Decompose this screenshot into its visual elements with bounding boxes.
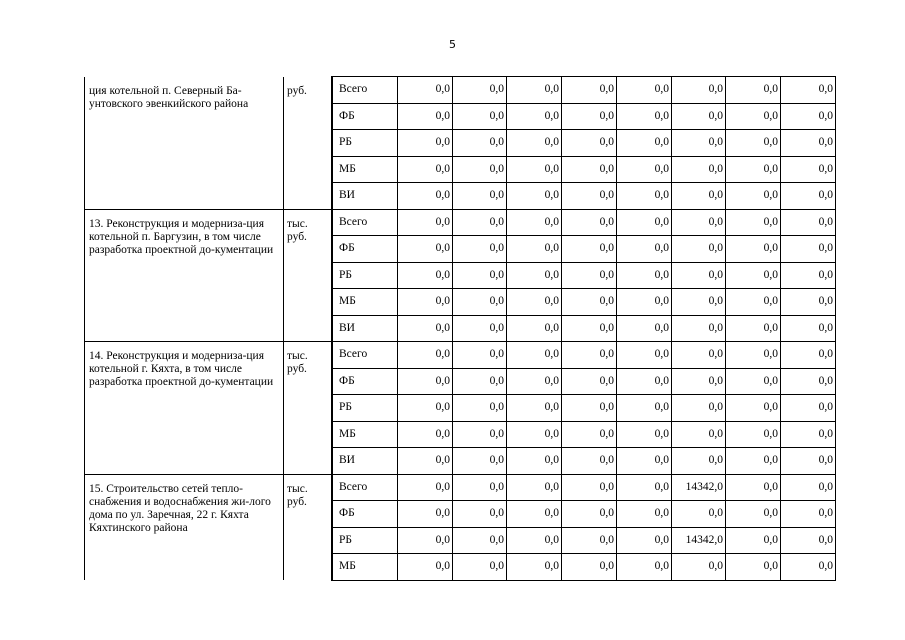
value-cell: 14342,0	[672, 474, 726, 501]
value-cell: 0,0	[726, 342, 781, 369]
value-cell: 0,0	[781, 395, 836, 422]
table-row	[85, 342, 836, 369]
funding-source: ФБ	[332, 501, 398, 528]
value-cell: 0,0	[781, 289, 836, 316]
value-cell: 0,0	[453, 77, 507, 104]
value-cell: 0,0	[398, 342, 453, 369]
funding-source: РБ	[332, 527, 398, 554]
value-cell: 0,0	[781, 474, 836, 501]
value-cell: 0,0	[617, 262, 672, 289]
value-cell: 0,0	[726, 77, 781, 104]
value-cell: 0,0	[781, 501, 836, 528]
funding-source: РБ	[332, 395, 398, 422]
value-cell: 0,0	[726, 501, 781, 528]
value-cell: 0,0	[453, 527, 507, 554]
value-cell: 0,0	[781, 342, 836, 369]
value-cell: 0,0	[562, 395, 617, 422]
value-cell: 0,0	[726, 156, 781, 183]
value-cell: 0,0	[453, 342, 507, 369]
value-cell: 0,0	[507, 527, 562, 554]
item-description: 15. Строительство сетей тепло-снабжения и водоснабжения жи-лого дома по ул. Заречная, 22 г. Кяхта Кяхтинского района	[85, 474, 284, 580]
value-cell: 0,0	[507, 236, 562, 263]
value-cell: 0,0	[726, 448, 781, 475]
funding-source: ВИ	[332, 183, 398, 210]
value-cell: 0,0	[562, 183, 617, 210]
value-cell: 0,0	[453, 209, 507, 236]
value-cell: 0,0	[453, 130, 507, 157]
value-cell: 0,0	[781, 77, 836, 104]
value-cell: 0,0	[781, 262, 836, 289]
value-cell: 0,0	[726, 474, 781, 501]
item-unit: тыс. руб.	[284, 474, 333, 580]
value-cell: 0,0	[507, 156, 562, 183]
value-cell: 0,0	[562, 554, 617, 581]
funding-source: МБ	[332, 421, 398, 448]
value-cell: 0,0	[562, 342, 617, 369]
value-cell: 0,0	[617, 236, 672, 263]
value-cell: 0,0	[672, 156, 726, 183]
funding-source: МБ	[332, 554, 398, 581]
value-cell: 0,0	[507, 421, 562, 448]
item-unit: руб.	[284, 77, 333, 210]
value-cell: 0,0	[398, 262, 453, 289]
value-cell: 0,0	[562, 77, 617, 104]
value-cell: 0,0	[398, 156, 453, 183]
value-cell: 0,0	[726, 209, 781, 236]
funding-table	[84, 76, 836, 581]
value-cell: 0,0	[398, 236, 453, 263]
value-cell: 0,0	[781, 421, 836, 448]
item-unit: тыс. руб.	[284, 209, 333, 342]
value-cell: 0,0	[672, 554, 726, 581]
value-cell: 0,0	[398, 77, 453, 104]
value-cell: 0,0	[672, 448, 726, 475]
funding-source: ФБ	[332, 103, 398, 130]
value-cell: 0,0	[562, 262, 617, 289]
value-cell: 0,0	[398, 289, 453, 316]
value-cell: 0,0	[453, 501, 507, 528]
value-cell: 0,0	[672, 289, 726, 316]
value-cell: 0,0	[672, 501, 726, 528]
value-cell: 0,0	[562, 156, 617, 183]
value-cell: 0,0	[398, 554, 453, 581]
value-cell: 0,0	[617, 395, 672, 422]
value-cell: 14342,0	[672, 527, 726, 554]
value-cell: 0,0	[781, 156, 836, 183]
value-cell: 0,0	[453, 103, 507, 130]
funding-source: ФБ	[332, 236, 398, 263]
value-cell: 0,0	[562, 501, 617, 528]
value-cell: 0,0	[398, 421, 453, 448]
value-cell: 0,0	[453, 448, 507, 475]
value-cell: 0,0	[453, 183, 507, 210]
value-cell: 0,0	[781, 554, 836, 581]
value-cell: 0,0	[507, 209, 562, 236]
value-cell: 0,0	[617, 342, 672, 369]
value-cell: 0,0	[726, 395, 781, 422]
value-cell: 0,0	[781, 448, 836, 475]
value-cell: 0,0	[617, 501, 672, 528]
value-cell: 0,0	[672, 183, 726, 210]
item-description: 13. Реконструкция и модерниза-ция котельной п. Баргузин, в том числе разработка проектной до-кументации	[85, 209, 284, 342]
value-cell: 0,0	[398, 368, 453, 395]
value-cell: 0,0	[617, 315, 672, 342]
value-cell: 0,0	[507, 183, 562, 210]
funding-source: ФБ	[332, 368, 398, 395]
value-cell: 0,0	[726, 289, 781, 316]
value-cell: 0,0	[672, 368, 726, 395]
value-cell: 0,0	[507, 315, 562, 342]
value-cell: 0,0	[672, 395, 726, 422]
value-cell: 0,0	[507, 368, 562, 395]
value-cell: 0,0	[672, 209, 726, 236]
value-cell: 0,0	[726, 262, 781, 289]
value-cell: 0,0	[398, 209, 453, 236]
value-cell: 0,0	[507, 103, 562, 130]
table-row	[85, 77, 836, 104]
value-cell: 0,0	[562, 421, 617, 448]
table-row	[85, 209, 836, 236]
value-cell: 0,0	[398, 501, 453, 528]
value-cell: 0,0	[562, 289, 617, 316]
value-cell: 0,0	[453, 421, 507, 448]
value-cell: 0,0	[672, 236, 726, 263]
funding-source: ВИ	[332, 315, 398, 342]
value-cell: 0,0	[398, 448, 453, 475]
value-cell: 0,0	[781, 527, 836, 554]
value-cell: 0,0	[617, 289, 672, 316]
value-cell: 0,0	[617, 554, 672, 581]
value-cell: 0,0	[507, 262, 562, 289]
funding-source: Всего	[332, 474, 398, 501]
value-cell: 0,0	[617, 448, 672, 475]
value-cell: 0,0	[398, 103, 453, 130]
value-cell: 0,0	[562, 448, 617, 475]
value-cell: 0,0	[781, 130, 836, 157]
value-cell: 0,0	[562, 368, 617, 395]
value-cell: 0,0	[726, 421, 781, 448]
value-cell: 0,0	[726, 103, 781, 130]
value-cell: 0,0	[617, 527, 672, 554]
value-cell: 0,0	[453, 156, 507, 183]
value-cell: 0,0	[453, 315, 507, 342]
value-cell: 0,0	[507, 342, 562, 369]
value-cell: 0,0	[781, 236, 836, 263]
funding-source: МБ	[332, 289, 398, 316]
value-cell: 0,0	[726, 183, 781, 210]
value-cell: 0,0	[453, 395, 507, 422]
value-cell: 0,0	[781, 103, 836, 130]
value-cell: 0,0	[781, 315, 836, 342]
value-cell: 0,0	[617, 156, 672, 183]
value-cell: 0,0	[562, 315, 617, 342]
value-cell: 0,0	[672, 103, 726, 130]
value-cell: 0,0	[507, 448, 562, 475]
funding-source: РБ	[332, 130, 398, 157]
value-cell: 0,0	[562, 474, 617, 501]
value-cell: 0,0	[453, 474, 507, 501]
value-cell: 0,0	[453, 262, 507, 289]
funding-source: Всего	[332, 77, 398, 104]
value-cell: 0,0	[617, 209, 672, 236]
value-cell: 0,0	[672, 315, 726, 342]
value-cell: 0,0	[617, 368, 672, 395]
value-cell: 0,0	[726, 368, 781, 395]
value-cell: 0,0	[398, 315, 453, 342]
funding-source: РБ	[332, 262, 398, 289]
value-cell: 0,0	[617, 77, 672, 104]
value-cell: 0,0	[617, 103, 672, 130]
value-cell: 0,0	[453, 368, 507, 395]
value-cell: 0,0	[562, 209, 617, 236]
value-cell: 0,0	[726, 315, 781, 342]
funding-source: Всего	[332, 209, 398, 236]
value-cell: 0,0	[453, 554, 507, 581]
value-cell: 0,0	[672, 421, 726, 448]
item-unit: тыс. руб.	[284, 342, 333, 475]
value-cell: 0,0	[398, 130, 453, 157]
value-cell: 0,0	[507, 130, 562, 157]
value-cell: 0,0	[507, 474, 562, 501]
value-cell: 0,0	[726, 130, 781, 157]
value-cell: 0,0	[726, 236, 781, 263]
table-row	[85, 474, 836, 501]
funding-source: ВИ	[332, 448, 398, 475]
value-cell: 0,0	[617, 421, 672, 448]
value-cell: 0,0	[562, 236, 617, 263]
value-cell: 0,0	[507, 501, 562, 528]
value-cell: 0,0	[672, 130, 726, 157]
item-description: 14. Реконструкция и модерниза-ция котельной г. Кяхта, в том числе разработка проектной до-кументации	[85, 342, 284, 475]
page-number: 5	[449, 38, 456, 51]
funding-source: МБ	[332, 156, 398, 183]
value-cell: 0,0	[453, 236, 507, 263]
value-cell: 0,0	[781, 183, 836, 210]
value-cell: 0,0	[726, 527, 781, 554]
value-cell: 0,0	[453, 289, 507, 316]
value-cell: 0,0	[507, 395, 562, 422]
value-cell: 0,0	[562, 103, 617, 130]
funding-source: Всего	[332, 342, 398, 369]
value-cell: 0,0	[562, 130, 617, 157]
value-cell: 0,0	[507, 289, 562, 316]
value-cell: 0,0	[617, 183, 672, 210]
value-cell: 0,0	[398, 183, 453, 210]
item-description: ция котельной п. Северный Ба-унтовского эвенкийского района	[85, 77, 284, 210]
value-cell: 0,0	[672, 262, 726, 289]
value-cell: 0,0	[672, 77, 726, 104]
value-cell: 0,0	[398, 474, 453, 501]
value-cell: 0,0	[398, 527, 453, 554]
value-cell: 0,0	[781, 368, 836, 395]
value-cell: 0,0	[726, 554, 781, 581]
value-cell: 0,0	[507, 77, 562, 104]
value-cell: 0,0	[781, 209, 836, 236]
value-cell: 0,0	[507, 554, 562, 581]
value-cell: 0,0	[617, 474, 672, 501]
value-cell: 0,0	[562, 527, 617, 554]
value-cell: 0,0	[398, 395, 453, 422]
value-cell: 0,0	[617, 130, 672, 157]
value-cell: 0,0	[672, 342, 726, 369]
